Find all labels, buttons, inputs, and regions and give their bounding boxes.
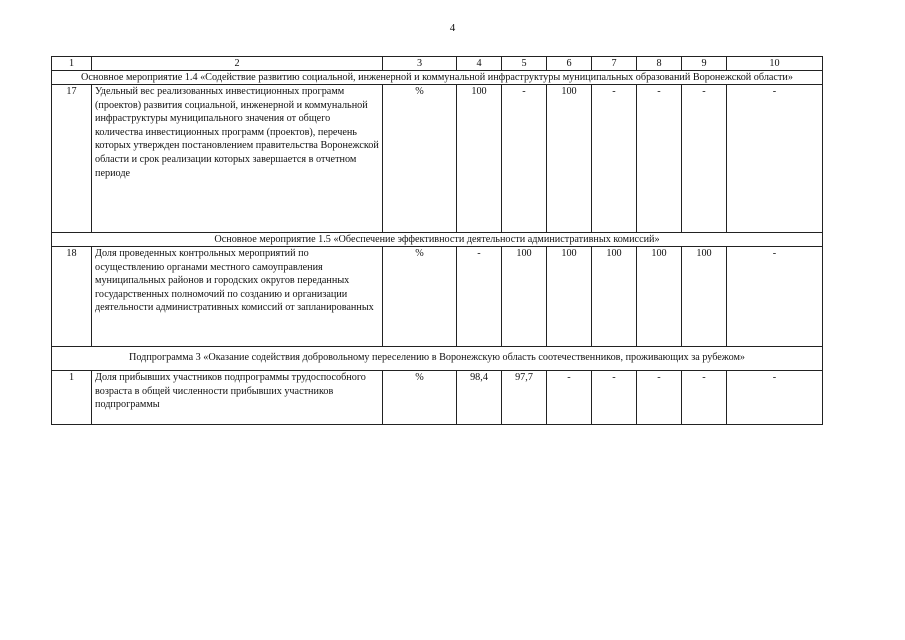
page-number: 4 bbox=[449, 22, 456, 34]
row-value: - bbox=[457, 247, 502, 347]
header-cell: 2 bbox=[92, 57, 383, 71]
row-description: Доля прибывших участников подпрограммы трудоспособного возраста в общей численности прибывших участников подпрограммы bbox=[92, 371, 383, 425]
header-cell: 4 bbox=[457, 57, 502, 71]
table-row bbox=[52, 85, 823, 233]
row-value: 100 bbox=[457, 85, 502, 233]
section-title: Подпрограмма 3 «Оказание содействия добровольному переселению в Воронежскую область соотечественников, проживающих за рубежом» bbox=[52, 347, 823, 371]
row-unit: % bbox=[383, 85, 457, 233]
row-value: - bbox=[682, 85, 727, 233]
header-cell: 8 bbox=[637, 57, 682, 71]
header-cell: 9 bbox=[682, 57, 727, 71]
row-value: - bbox=[547, 371, 592, 425]
row-value: 100 bbox=[502, 247, 547, 347]
row-unit: % bbox=[383, 247, 457, 347]
row-description: Доля проведенных контрольных мероприятий по осуществлению органами местного самоуправления муниципальных районов и городских округов переданных государственных полномочий по созданию и организации деятельности административных комиссий от запланированных bbox=[92, 247, 383, 347]
section-row bbox=[52, 71, 823, 85]
row-value: 100 bbox=[547, 247, 592, 347]
row-value: - bbox=[592, 371, 637, 425]
section-title: Основное мероприятие 1.4 «Содействие развитию социальной, инженерной и коммунальной инфраструктуры муниципальных образований Воронежской области» bbox=[52, 71, 823, 85]
row-value: 97,7 bbox=[502, 371, 547, 425]
row-value: 100 bbox=[637, 247, 682, 347]
indicators-table bbox=[51, 56, 823, 425]
row-value: 100 bbox=[682, 247, 727, 347]
header-cell: 3 bbox=[383, 57, 457, 71]
section-title: Основное мероприятие 1.5 «Обеспечение эффективности деятельности административных комиссий» bbox=[52, 233, 823, 247]
header-cell: 1 bbox=[52, 57, 92, 71]
row-value: - bbox=[682, 371, 727, 425]
row-value: - bbox=[727, 85, 823, 233]
row-value: - bbox=[727, 247, 823, 347]
header-cell: 6 bbox=[547, 57, 592, 71]
section-row bbox=[52, 347, 823, 371]
row-number: 18 bbox=[52, 247, 92, 347]
row-description: Удельный вес реализованных инвестиционных программ (проектов) развития социальной, инженерной и коммунальной инфраструктуры муниципального значения от общего количества инвестиционных программ (проектов), перечень которых утвержден постановлением правительства Воронежской области и срок реализации которых завершается в отчетном периоде bbox=[92, 85, 383, 233]
table-row bbox=[52, 371, 823, 425]
header-cell: 7 bbox=[592, 57, 637, 71]
row-value: 98,4 bbox=[457, 371, 502, 425]
header-cell: 10 bbox=[727, 57, 823, 71]
row-value: - bbox=[592, 85, 637, 233]
row-value: 100 bbox=[547, 85, 592, 233]
row-number: 17 bbox=[52, 85, 92, 233]
header-row bbox=[52, 57, 823, 71]
header-cell: 5 bbox=[502, 57, 547, 71]
row-value: - bbox=[637, 85, 682, 233]
row-value: - bbox=[502, 85, 547, 233]
row-value: - bbox=[727, 371, 823, 425]
table-row bbox=[52, 247, 823, 347]
row-value: - bbox=[637, 371, 682, 425]
row-number: 1 bbox=[52, 371, 92, 425]
section-row bbox=[52, 233, 823, 247]
row-unit: % bbox=[383, 371, 457, 425]
row-value: 100 bbox=[592, 247, 637, 347]
